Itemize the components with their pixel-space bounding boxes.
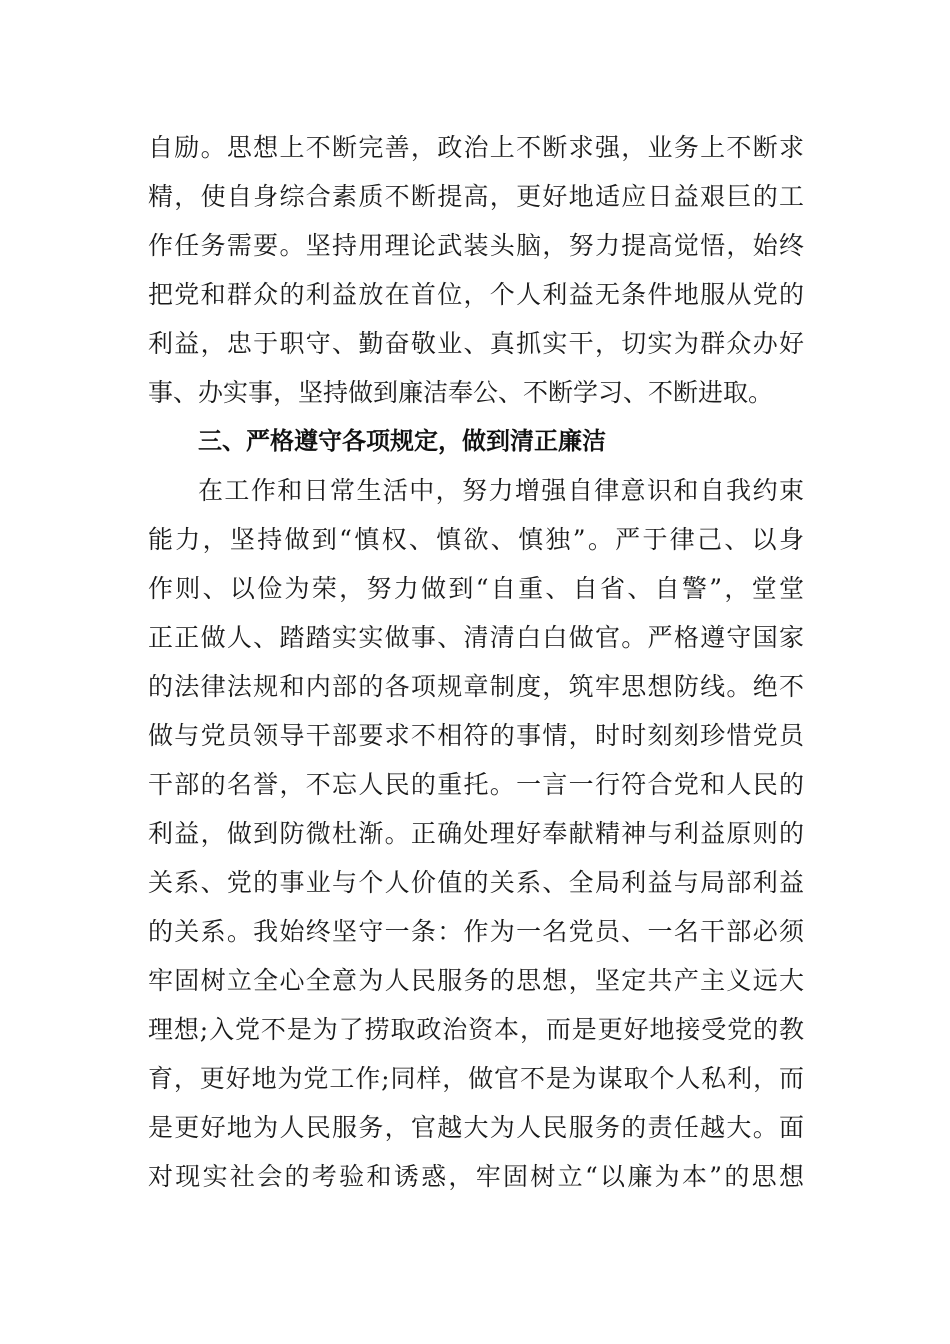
paragraph-2-line: 作则、以俭为荣，努力做到“自重、自省、自警”，堂堂 — [148, 574, 804, 603]
section-heading: 三、严格遵守各项规定，做到清正廉洁 — [198, 427, 606, 455]
paragraph-2 — [148, 466, 804, 1201]
paragraph-1-line: 精，使自身综合素质不断提高，更好地适应日益艰巨的工 — [148, 182, 804, 211]
paragraph-1-line: 利益，忠于职守、勤奋敬业、真抓实干，切实为群众办好 — [148, 329, 804, 358]
paragraph-2-line: 利益，做到防微杜渐。正确处理好奉献精神与利益原则的 — [148, 819, 804, 848]
paragraph-2-line: 能力，坚持做到“慎权、慎欲、慎独”。严于律己、以身 — [148, 525, 804, 554]
document-body — [148, 123, 804, 1201]
paragraph-2-line: 对现实社会的考验和诱惑，牢固树立“以廉为本”的思想 — [148, 1162, 804, 1191]
paragraph-1-line: 自励。思想上不断完善，政治上不断求强，业务上不断求 — [148, 133, 804, 162]
paragraph-2-line: 育，更好地为党工作;同样，做官不是为谋取个人私利，而 — [148, 1064, 804, 1093]
paragraph-2-line: 牢固树立全心全意为人民服务的思想，坚定共产主义远大 — [148, 966, 804, 995]
paragraph-1 — [148, 123, 804, 417]
paragraph-2-line: 在工作和日常生活中，努力增强自律意识和自我约束 — [198, 476, 804, 505]
paragraph-2-line: 做与党员领导干部要求不相符的事情，时时刻刻珍惜党员 — [148, 721, 804, 750]
paragraph-1-line: 事、办实事，坚持做到廉洁奉公、不断学习、不断进取。 — [148, 378, 774, 407]
paragraph-2-line: 的关系。我始终坚守一条：作为一名党员、一名干部必须 — [148, 917, 804, 946]
paragraph-2-line: 是更好地为人民服务，官越大为人民服务的责任越大。面 — [148, 1113, 804, 1142]
paragraph-2-line: 理想;入党不是为了捞取政治资本，而是更好地接受党的教 — [148, 1015, 804, 1044]
paragraph-2-line: 的法律法规和内部的各项规章制度，筑牢思想防线。绝不 — [148, 672, 804, 701]
paragraph-2-line: 关系、党的事业与个人价值的关系、全局利益与局部利益 — [148, 868, 804, 897]
paragraph-2-line: 正正做人、踏踏实实做事、清清白白做官。严格遵守国家 — [148, 623, 804, 652]
paragraph-2-line: 干部的名誉，不忘人民的重托。一言一行符合党和人民的 — [148, 770, 804, 799]
paragraph-1-line: 把党和群众的利益放在首位，个人利益无条件地服从党的 — [148, 280, 804, 309]
paragraph-1-line: 作任务需要。坚持用理论武装头脑，努力提高觉悟，始终 — [148, 231, 804, 260]
